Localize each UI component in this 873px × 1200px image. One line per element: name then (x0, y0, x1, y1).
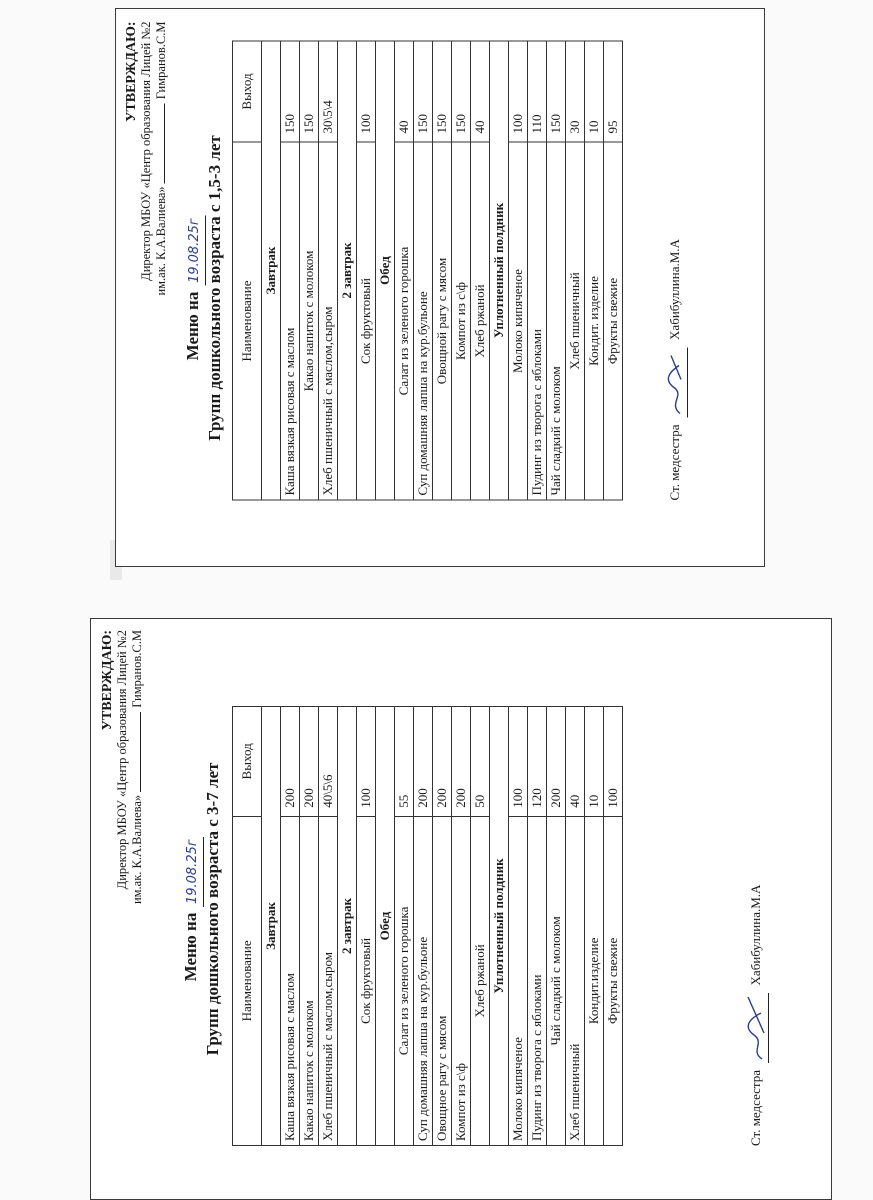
dish-name: Пудинг из творога с яблоками (528, 141, 547, 499)
table-row (281, 41, 300, 500)
dish-name: Какао напиток с молоком (300, 816, 319, 1145)
nurse-signature-block (665, 239, 688, 500)
header-name: Наименование (233, 816, 262, 1145)
director-name: Гимранов.С.М (154, 21, 168, 99)
table-row (547, 707, 566, 1146)
dish-name: Кондит.изделие (585, 816, 604, 1145)
dish-output: 50 (471, 707, 490, 817)
signature-line (665, 347, 688, 417)
table-row (300, 707, 319, 1146)
dish-name: Хлеб пшеничный (566, 141, 585, 499)
menu-subtitle: Групп дошкольного возраста с 3-7 лет (203, 762, 222, 1056)
header-output: Выход (233, 707, 262, 817)
section-row (376, 707, 395, 1146)
dish-output: 150 (300, 41, 319, 142)
dish-output: 40\5\6 (319, 707, 338, 817)
dish-name: Компот из с\ф (452, 816, 471, 1145)
dish-name: Сок фруктовый (357, 141, 376, 499)
dish-name: Фрукты свежие (604, 141, 623, 499)
table-row (414, 707, 433, 1146)
dish-output: 30\5\4 (319, 41, 338, 142)
dish-output: 110 (528, 41, 547, 142)
table-row (357, 707, 376, 1146)
dish-name: Какао напиток с молоком (300, 141, 319, 499)
dish-output: 40 (395, 41, 414, 142)
dish-output: 100 (357, 41, 376, 142)
section-row (262, 707, 281, 1146)
dish-name: Салат из зеленого горошка (395, 816, 414, 1145)
table-row (433, 41, 452, 500)
section-title: Завтрак (262, 41, 281, 500)
director-name: Гимранов.С.М (130, 630, 144, 708)
dish-name: Хлеб пшеничный с маслом,сыром (319, 141, 338, 499)
table-row (585, 41, 604, 500)
section-title: Уплотненный полдник (490, 707, 509, 1146)
handwritten-date: 19.08.25г (184, 215, 206, 285)
table-row (395, 41, 414, 500)
dish-name: Хлеб пшеничный (566, 816, 585, 1145)
table-row (452, 41, 471, 500)
dish-output: 10 (585, 707, 604, 817)
dish-name: Овощной рагу с мясом (433, 141, 452, 499)
approval-label: УТВЕРЖДАЮ: (124, 21, 139, 122)
dish-name: Каша вязкая рисовая с маслом (281, 816, 300, 1145)
menu-table-body (262, 41, 623, 500)
dish-output: 100 (357, 707, 376, 817)
dish-output: 100 (509, 707, 528, 817)
dish-output: 200 (452, 707, 471, 817)
dish-output: 200 (414, 707, 433, 817)
rotated-page (120, 15, 760, 560)
table-row (585, 707, 604, 1146)
section-row (490, 41, 509, 500)
approval-line-2: им.ак. К.А.Валиева» (154, 185, 168, 296)
approval-block (100, 630, 145, 904)
approval-line-1: Директор МБОУ «Центр образования Лицей №2 (139, 21, 153, 281)
menu-title (180, 624, 204, 1194)
approval-line-2: им.ак. К.А.Валиева» (130, 794, 144, 905)
handwritten-date: 19.08.25г (182, 837, 204, 907)
table-row (528, 41, 547, 500)
table-row (452, 707, 471, 1146)
rotated-page (96, 624, 826, 1194)
dish-name: Пудинг из творога с яблоками (528, 816, 547, 1145)
dish-name: Чай сладкий с молоком (547, 816, 566, 1145)
dish-output: 30 (566, 41, 585, 142)
menu-table-body (262, 707, 623, 1146)
dish-name: Сок фруктовый (357, 816, 376, 1145)
dish-name: Салат из зеленого горошка (395, 141, 414, 499)
section-row (338, 41, 357, 500)
table-row (357, 41, 376, 500)
section-title: Обед (376, 41, 395, 500)
dish-name: Фрукты свежие (604, 816, 623, 1145)
director-sign-line (164, 103, 165, 183)
dish-name: Молоко кипяченое (509, 141, 528, 499)
dish-name: Компот из с\ф (452, 141, 471, 499)
dish-output: 200 (433, 707, 452, 817)
dish-name: Чай сладкий с молоком (547, 141, 566, 499)
dish-output: 40 (566, 707, 585, 817)
dish-output: 95 (604, 41, 623, 142)
dish-output: 120 (528, 707, 547, 817)
table-row (319, 707, 338, 1146)
approval-label: УТВЕРЖДАЮ: (100, 630, 115, 731)
section-title: 2 завтрак (338, 41, 357, 500)
dish-output: 200 (281, 707, 300, 817)
nurse-role: Ст. медсестра (666, 423, 682, 500)
menu-table (232, 40, 623, 500)
table-row (433, 707, 452, 1146)
menu-subtitle: Групп дошкольного возраста с 1,5-3 лет (205, 134, 224, 441)
handwritten-signature-icon (665, 347, 687, 417)
dish-name: Кондит. изделие (585, 141, 604, 499)
table-row (414, 41, 433, 500)
section-row (376, 41, 395, 500)
table-row (300, 41, 319, 500)
dish-output: 150 (547, 41, 566, 142)
table-row (471, 707, 490, 1146)
dish-name: Молоко кипяченое (509, 816, 528, 1145)
signature-line (746, 993, 769, 1063)
menu-table (232, 706, 623, 1146)
menu-sheet-preschool (90, 618, 832, 1200)
dish-output: 200 (300, 707, 319, 817)
dish-name: Хлеб ржаной (471, 141, 490, 499)
nurse-name: Хабибуллина.М.А (747, 884, 763, 986)
section-row (490, 707, 509, 1146)
section-title: Обед (376, 707, 395, 1146)
table-row (281, 707, 300, 1146)
section-title: Завтрак (262, 707, 281, 1146)
dish-output: 100 (604, 707, 623, 817)
director-sign-line (140, 712, 141, 792)
menu-title-prefix: Меню на (181, 912, 200, 982)
table-row (566, 41, 585, 500)
dish-output: 55 (395, 707, 414, 817)
table-row (566, 707, 585, 1146)
handwritten-signature-icon (746, 993, 768, 1063)
table-row (395, 707, 414, 1146)
table-row (604, 707, 623, 1146)
nurse-role: Ст. медсестра (747, 1069, 763, 1146)
dish-output: 10 (585, 41, 604, 142)
table-row (471, 41, 490, 500)
dish-output: 150 (433, 41, 452, 142)
dish-name: Овощное рагу с мясом (433, 816, 452, 1145)
menu-title-prefix: Меню на (183, 291, 202, 360)
section-row (338, 707, 357, 1146)
header-output: Выход (233, 41, 262, 142)
table-row (547, 41, 566, 500)
section-title: 2 завтрак (338, 707, 357, 1146)
dish-output: 150 (452, 41, 471, 142)
nurse-signature-block (746, 885, 769, 1146)
header-name: Наименование (233, 141, 262, 499)
table-row (604, 41, 623, 500)
dish-output: 150 (281, 41, 300, 142)
dish-output: 150 (414, 41, 433, 142)
nurse-name: Хабибуллина.М.А (666, 238, 682, 340)
table-row (319, 41, 338, 500)
dish-output: 100 (509, 41, 528, 142)
table-row (509, 707, 528, 1146)
menu-sheet-toddlers (115, 8, 765, 567)
approval-block (124, 21, 169, 295)
dish-output: 200 (547, 707, 566, 817)
section-row (262, 41, 281, 500)
table-row (528, 707, 547, 1146)
approval-line-1: Директор МБОУ «Центр образования Лицей №2 (115, 630, 129, 890)
section-title: Уплотненный полдник (490, 41, 509, 500)
dish-name: Хлеб ржаной (471, 816, 490, 1145)
menu-title (182, 15, 206, 560)
dish-name: Суп домашняя лапша на кур.бульоне (414, 816, 433, 1145)
table-row (509, 41, 528, 500)
dish-name: Хлеб пшеничный с маслом,сыром (319, 816, 338, 1145)
dish-output: 40 (471, 41, 490, 142)
dish-name: Каша вязкая рисовая с маслом (281, 141, 300, 499)
dish-name: Суп домашняя лапша на кур.бульоне (414, 141, 433, 499)
